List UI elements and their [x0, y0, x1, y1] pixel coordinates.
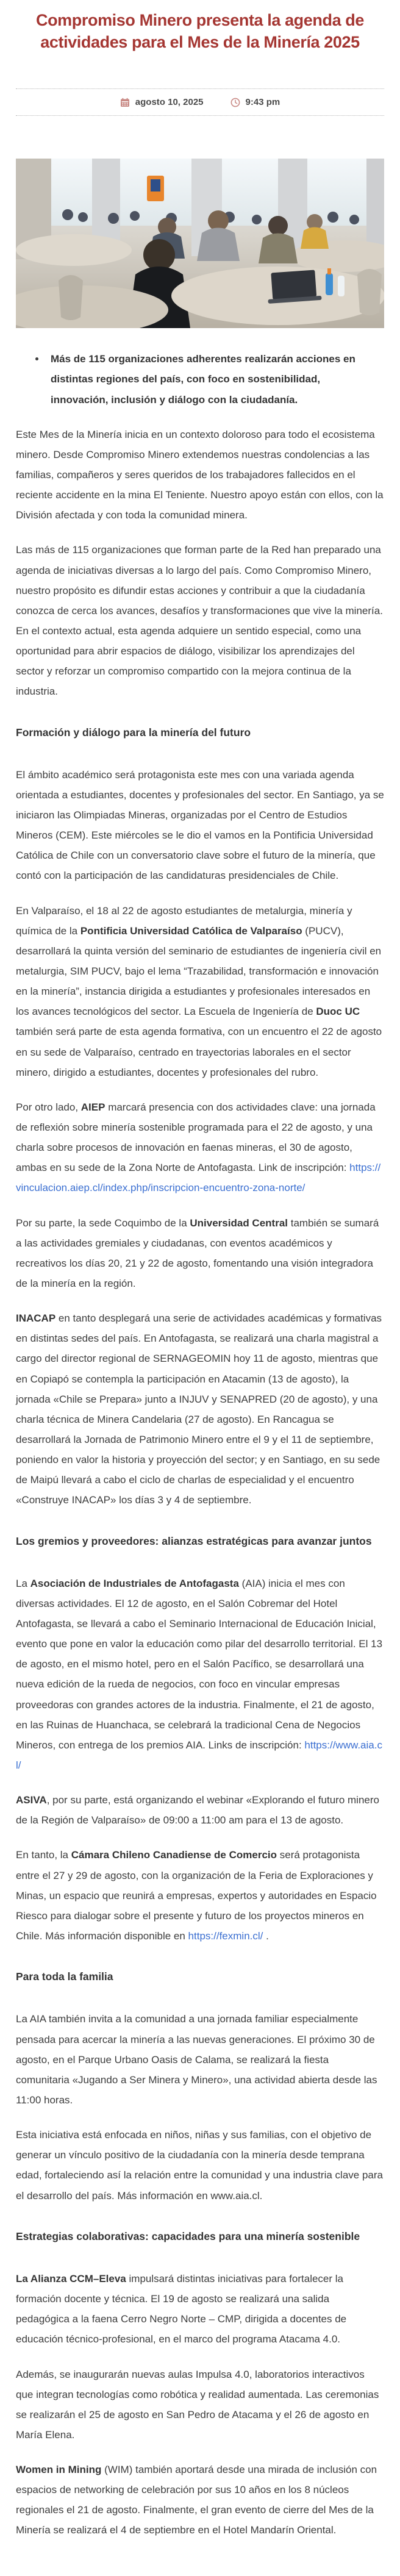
- conference-photo: [16, 159, 384, 328]
- post-meta: [16, 88, 384, 116]
- bold-text: Pontificia Universidad Católica de Valparaíso: [80, 925, 302, 937]
- bold-text: Los gremios y proveedores: alianzas estratégicas para avanzar juntos: [16, 1534, 372, 1547]
- text-segment: En Valparaíso, el 18 al 22 de agosto estudiantes de metalurgia, minería y química de la: [16, 904, 352, 937]
- bottom-spacer: [16, 2555, 384, 2576]
- bold-text: La Alianza CCM–Eleva: [16, 2272, 126, 2284]
- section-heading: [16, 1531, 384, 1551]
- bold-text: Cámara Chileno Canadiense de Comercio: [71, 1849, 277, 1861]
- bold-text: Para toda la familia: [16, 1970, 113, 1983]
- text-segment: Por otro lado,: [16, 1101, 81, 1113]
- clock-icon: [230, 98, 240, 107]
- bold-text: Estrategias colaborativas: capacidades para una minería sostenible: [16, 2230, 360, 2242]
- article-body: [16, 349, 384, 2540]
- text-segment: Por su parte, la sede Coquimbo de la: [16, 1217, 190, 1229]
- featured-image: [16, 159, 384, 328]
- text-segment: en tanto desplegará una serie de actividades académicas y formativas en distintas sedes del país. En Antofagasta, se realizará una charla magistral a cargo del director regional de SERNAGEOMIN hoy 11 de agosto, mientras que en Copiapó se contempla la participación en Atacamin (13 de agosto), la jornada «Chile se Prepara» junto a INJUV y SENAPRED (20 de agosto), y una charla técnica de Minera Candelaria (27 de agosto). En Rancagua se desarrollará la Jornada de Patrimonio Minero entre el 9 y el 11 de septiembre, poniendo en valor la historia y proyección del sector; y en Santiago, en su sede de Maipú llevará a cabo el ciclo de charlas de especialidad y el encuentro «Construye INACAP» los días 3 y 4 de septiembre.: [16, 1312, 382, 1506]
- text-segment: marcará presencia con dos actividades clave: una jornada de reflexión sobre minería sostenible programada para el 22 de agosto, y una charla sobre procesos de innovación en faenas mineras, el 30 de agosto, ambas en su sede de la Zona Norte de Antofagasta. Link de inscripción:: [16, 1101, 376, 1174]
- text-segment: La AIA también invita a la comunidad a una jornada familiar especialmente pensada para acercar la minería a las nuevas generaciones. El próximo 30 de agosto, en el Parque Urbano Oasis de Calama, se realizará la fiesta comunitaria «Jugando a Ser Minera y Minero», una actividad abierta desde las 11:00 horas.: [16, 2013, 377, 2106]
- bold-text: Asociación de Industriales de Antofagasta: [30, 1577, 239, 1589]
- post-date: [120, 97, 204, 107]
- post-date-label: agosto 10, 2025: [135, 97, 204, 108]
- text-segment: En tanto, la: [16, 1849, 71, 1861]
- text-segment: (WIM) también aportará desde una mirada de inclusión con espacios de networking de celebración por sus 10 años en los 8 núcleos regionales el 21 de agosto. Finalmente, el gran evento de cierre del Mes de la Minería se realizará el 4 de septiembre en el Hotel Mandarín Oriental.: [16, 2464, 377, 2536]
- section-heading: [16, 723, 384, 743]
- text-segment: también será parte de esta agenda formativa, con un encuentro el 22 de agosto en su sede de Valparaíso, centrado en trayectorias laborales en el sector minero, dirigido a estudiantes, docentes y profesionales del rubro.: [16, 1026, 382, 1078]
- bold-text: Formación y diálogo para la minería del futuro: [16, 726, 251, 739]
- paragraph: [16, 424, 384, 526]
- inline-link[interactable]: https://fexmin.cl/: [188, 1930, 263, 1942]
- paragraph: [16, 1790, 384, 1830]
- lead-bullet-item: [46, 349, 384, 409]
- bold-text: AIEP: [80, 1101, 105, 1113]
- section-heading: [16, 1967, 384, 1987]
- text-segment: (AIA) inicia el mes con diversas actividades. El 12 de agosto, en el Salón Cobremar del Hotel Antofagasta, se llevará a cabo el Seminario Internacional de Educación Inicial, evento que pone en valor la educación como pilar del desarrollo territorial. El 13 de agosto, en el mismo hotel, pero en el Salón Pacífico, se desarrollará una nueva edición de la rueda de negocios, con foco en vincular empresas proveedoras con grandes actores de la industria. Finalmente, el 21 de agosto, en las Ruinas de Huanchaca, se celebrará la tradicional Cena de Negocios Mineros, con entrega de los premios AIA. Links de inscripción:: [16, 1577, 383, 1751]
- bold-text: Duoc UC: [316, 1006, 360, 1018]
- lead-bullet-list: [16, 349, 384, 409]
- paragraph: [16, 2364, 384, 2445]
- text-segment: Además, se inaugurarán nuevas aulas Impulsa 4.0, laboratorios interactivos que integran tecnologías como robótica y realidad aumentada. Las ceremonias se realizarán el 25 de agosto en San Pedro de Atacama y el 26 de agosto en María Elena.: [16, 2368, 379, 2441]
- text-segment: Las más de 115 organizaciones que forman parte de la Red han preparado una agenda de iniciativas diversas a lo largo del país. Como Compromiso Minero, nuestro propósito es difundir estas acciones y contribuir a que la ciudadanía conozca de cerca los avances, desafíos y transformaciones que vive la minería. En el contexto actual, esta agenda adquiere un sentido especial, como una oportunidad para abrir espacios de diálogo, visibilizar los aprendizajes del sector y reforzar un compromiso compartido con la mejora continua de la industria.: [16, 544, 383, 698]
- paragraph: [16, 2269, 384, 2350]
- text-segment: .: [263, 1930, 269, 1942]
- paragraph: [16, 1308, 384, 1510]
- paragraph: [16, 2125, 384, 2206]
- paragraph: [16, 1845, 384, 1946]
- paragraph: [16, 2460, 384, 2541]
- bold-text: ASIVA: [16, 1794, 47, 1806]
- text-segment: Esta iniciativa está enfocada en niños, niñas y sus familias, con el objetivo de generar un vínculo positivo de la ciudadanía con la minería desde temprana edad, fortaleciendo así la relación entre la comunidad y una industria clave para el desarrollo del país. Más información en www.aia.cl.: [16, 2129, 383, 2202]
- post-time: [230, 97, 280, 107]
- calendar-icon: [120, 98, 130, 107]
- text-segment: El ámbito académico será protagonista este mes con una variada agenda orientada a estudiantes, docentes y profesionales del sector. En Santiago, ya se iniciaron las Olimpiadas Mineras, organizadas por el Centro de Estudios Mineros (CEM). Este miércoles se le dio el vamos en la Pontificia Universidad Católica de Chile con un conversatorio clave sobre el futuro de la minería, que contó con la participación de las candidaturas presidenciales de Chile.: [16, 768, 384, 882]
- text-segment: , por su parte, está organizando el webinar «Explorando el futuro minero de la Región de Valparaíso» de 09:00 a 11:00 am para el 13 de agosto.: [16, 1794, 379, 1826]
- conference-photo-illustration: [16, 159, 384, 328]
- text-segment: Este Mes de la Minería inicia en un contexto doloroso para todo el ecosistema minero. Desde Compromiso Minero extendemos nuestras condolencias a las familias, compañeros y seres queridos de los trabajadores fallecidos en el reciente accidente en la mina El Teniente. Nuestro apoyo están con ellos, con la División afectada y con toda la comunidad minera.: [16, 428, 384, 521]
- inline-link[interactable]: https://www.aia.cl/: [16, 1739, 382, 1772]
- paragraph: [16, 1213, 384, 1294]
- paragraph: [16, 540, 384, 701]
- bold-text: Universidad Central: [190, 1217, 288, 1229]
- text-segment: La: [16, 1577, 30, 1589]
- paragraph: [16, 1097, 384, 1198]
- page-title: Compromiso Minero presenta la agenda de actividades para el Mes de la Minería 2025: [35, 11, 365, 51]
- paragraph: [16, 765, 384, 886]
- inline-link[interactable]: https://vinculacion.aiep.cl/index.php/inscripcion-encuentro-zona-norte/: [16, 1162, 381, 1194]
- bold-text: Women in Mining: [16, 2464, 102, 2476]
- paragraph: [16, 901, 384, 1082]
- text-segment: será protagonista entre el 27 y 29 de agosto, con la organización de la Feria de Exploraciones y Minas, un espacio que reunirá a empresas, expertos y autoridades en Espacio Riesco para dialogar sobre el presente y futuro de los proyectos mineros en Chile. Más información disponible en: [16, 1849, 377, 1942]
- paragraph: [16, 1573, 384, 1775]
- text-segment: impulsará distintas iniciativas para fortalecer la formación docente y técnica. El 19 de agosto se realizará una salida pedagógica a la faena Cerro Negro Norte – CMP, dirigida a docentes de educación técnico-profesional, en el marco del programa Atacama 4.0.: [16, 2272, 347, 2345]
- text-segment: también se sumará a las actividades gremiales y ciudadanas, con eventos académicos y recreativos los días 20, 21 y 22 de agosto, fomentando una visión integradora de la minería en la región.: [16, 1217, 379, 1289]
- bold-text: INACAP: [16, 1312, 56, 1325]
- bold-text: Más de 115 organizaciones adherentes realizarán acciones en distintas regiones del país, con foco en sostenibilidad, innovación, inclusión y diálogo con la ciudadanía.: [51, 353, 355, 406]
- article-page: [0, 10, 400, 2576]
- text-segment: (PUCV), desarrollará la quinta versión del seminario de estudiantes de ingeniería civil en metalurgia, SIM PUCV, bajo el lema “Trazabilidad, transformación e innovación en la minería”, instancia dirigida a estudiantes y profesionales interesados en los avances tecnológicos del sector. La Escuela de Ingeniería de: [16, 925, 382, 1018]
- post-time-label: 9:43 pm: [245, 97, 280, 108]
- section-heading: [16, 2227, 384, 2247]
- paragraph: [16, 2009, 384, 2110]
